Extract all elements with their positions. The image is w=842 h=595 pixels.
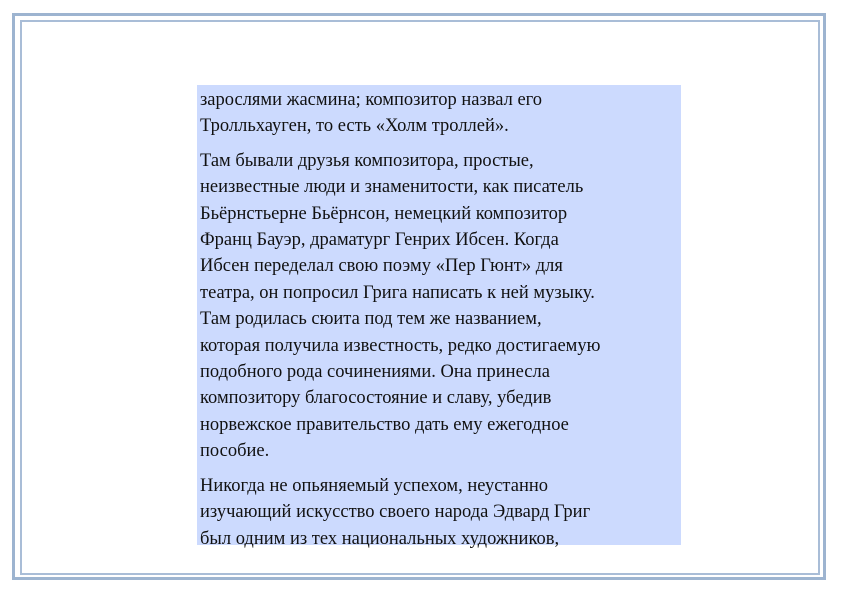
paragraph-1: зарослями жасмина; композитор назвал его Тролльхауген, то есть «Холм троллей».	[200, 90, 543, 137]
paragraph-3: Никогда не опьяняемый успехом, неустанно изучающий искусство своего народа Эдвард Григ был одним из тех национальных художников,	[200, 475, 591, 549]
text-block	[197, 85, 681, 549]
paragraph-2: Там бывали друзья композитора, простые, неизвестные люди и знаменитости, как писатель Бьёрнстьерне Бьёрнсон, немецкий композитор Франц Бауэр, драматург Генрих Ибсен. Когда Ибсен переделал свою поэму «Пер Гюнт» для театра, он попросил Грига написать к ней музыку. Там родилась сюита под тем же названием, которая получила известность, редко достигаемую подобного рода сочинениями. Она принесла композитору благосостояние и славу, убедив норвежское правительство дать ему ежегодное пособие.	[200, 150, 601, 462]
